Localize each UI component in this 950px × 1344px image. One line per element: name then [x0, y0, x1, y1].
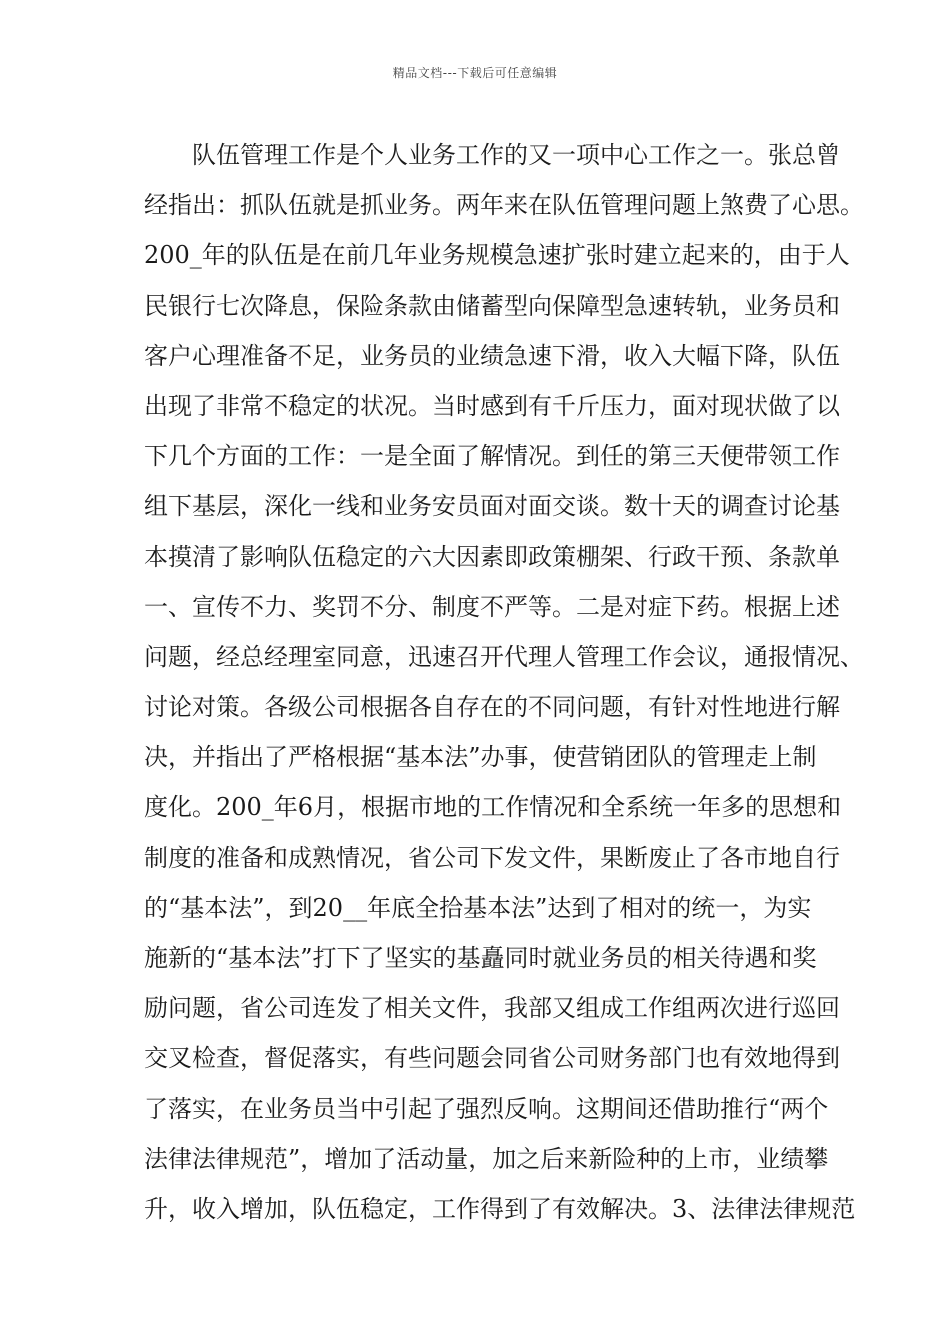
text-line: 民银行七次降息，保险条款由储蓄型向保障型急速转轨，业务员和 — [144, 291, 840, 320]
text-line: 交叉检查，督促落实，有些问题会同省公司财务部门也有效地得到 — [144, 1044, 840, 1073]
text-line: 问题，经总经理室同意，迅速召开代理人管理工作会议，通报情况、 — [144, 642, 864, 671]
text-line: 队伍管理工作是个人业务工作的又一项中心工作之一。张总曾 — [192, 141, 840, 169]
text-line: 客户心理准备不足，业务员的业绩急速下滑，收入大幅下降，队伍 — [144, 341, 840, 370]
text-line: 励问题，省公司连发了相关文件，我部又组成工作组两次进行巡回 — [144, 994, 840, 1023]
text-line: 下几个方面的工作：一是全面了解情况。到任的第三天便带领工作 — [144, 442, 840, 471]
text-line: 施新的“基本法”打下了坚实的基矗同时就业务员的相关待遇和奖 — [144, 944, 817, 972]
text-line: 法律法律规范”，增加了活动量，加之后来新险种的上市，业绩攀 — [144, 1144, 829, 1173]
text-line: 决，并指出了严格根据“基本法”办事，使营销团队的管理走上制 — [144, 743, 817, 772]
text-line: 200_年的队伍是在前几年业务规模急速扩张时建立起来的，由于人 — [144, 241, 850, 270]
body-paragraph — [144, 130, 864, 1234]
text-line: 讨论对策。各级公司根据各自存在的不同问题，有针对性地进行解 — [144, 693, 840, 722]
text-line: 一、宣传不力、奖罚不分、制度不严等。二是对症下药。根据上述 — [144, 592, 840, 621]
text-line: 本摸清了影响队伍稳定的六大因素即政策棚架、行政干预、条款单 — [144, 542, 840, 571]
text-line: 经指出：抓队伍就是抓业务。两年来在队伍管理问题上煞费了心思。 — [144, 191, 864, 220]
text-line: 度化。200_年6月，根据市地的工作情况和全系统一年多的思想和 — [144, 793, 842, 822]
text-line: 组下基层，深化一线和业务安员面对面交谈。数十天的调查讨论基 — [144, 492, 840, 521]
page-header: 精品文档---下载后可任意编辑 — [392, 66, 558, 80]
text-line: 的“基本法”，到20__年底全拾基本法”达到了相对的统一，为实 — [144, 893, 812, 922]
text-line: 出现了非常不稳定的状况。当时感到有千斤压力，面对现状做了以 — [144, 391, 840, 420]
text-line: 升，收入增加，队伍稳定，工作得到了有效解决。3、法律法律规范 — [144, 1194, 856, 1223]
text-line: 了落实，在业务员当中引起了强烈反响。这期间还借助推行“两个 — [144, 1094, 829, 1123]
text-line: 制度的准备和成熟情况，省公司下发文件，果断废止了各市地自行 — [144, 843, 840, 872]
